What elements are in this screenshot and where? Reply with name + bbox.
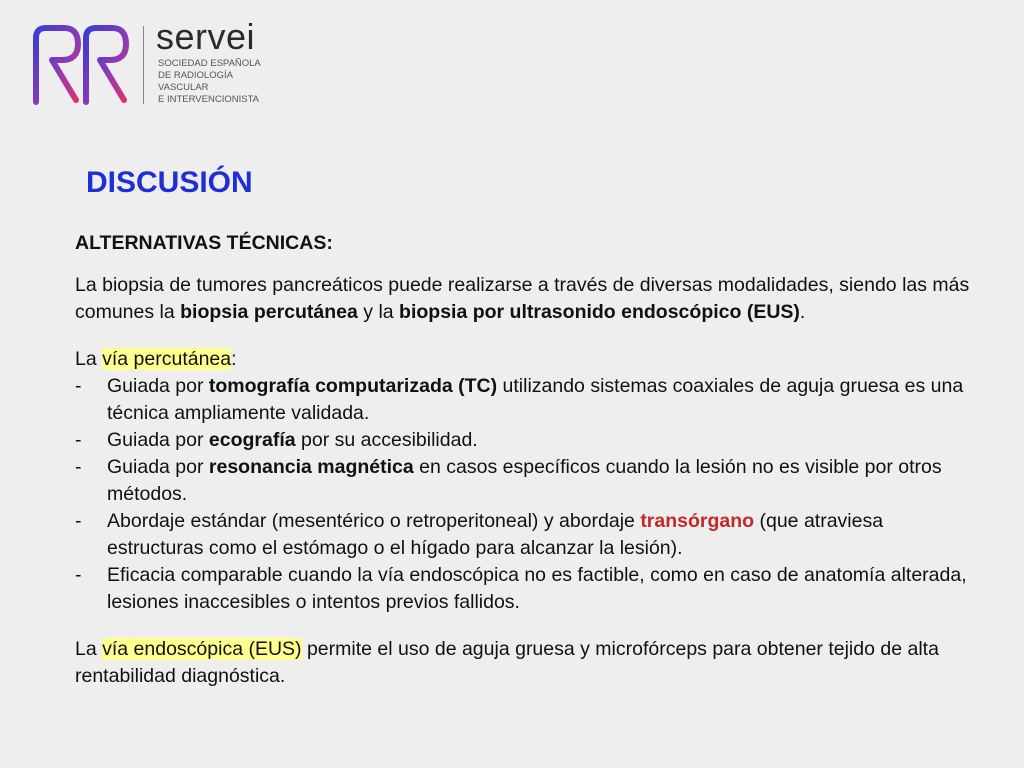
intro-bold-text: biopsia percutánea bbox=[180, 301, 358, 323]
logo-subtitle-line: VASCULAR bbox=[158, 82, 209, 93]
list-item-text: Guiada por bbox=[107, 375, 209, 397]
logo-divider bbox=[143, 26, 144, 104]
list-item-text: Guiada por bbox=[107, 429, 209, 451]
list-item-bold-text: resonancia magnética bbox=[208, 456, 414, 478]
slide-title: DISCUSIÓN bbox=[86, 166, 253, 199]
intro-text: . bbox=[799, 301, 806, 323]
intro-bold-text: biopsia por ultrasonido endoscópico (EUS) bbox=[399, 301, 800, 323]
dash-bullet: - bbox=[75, 564, 82, 586]
dash-bullet: - bbox=[75, 429, 82, 451]
dash-bullet: - bbox=[75, 456, 82, 478]
lead-text: La bbox=[75, 348, 103, 370]
servei-logo-mark-icon bbox=[30, 22, 130, 106]
dash-bullet: - bbox=[75, 510, 82, 532]
list-item-text: (que atraviesa estructuras como el estómago o el hígado para alcanzar la lesión). bbox=[107, 510, 884, 559]
highlighted-term: vía percutánea bbox=[102, 348, 232, 370]
list-item-bold-text: ecografía bbox=[208, 429, 296, 451]
list-item-bold-text: tomografía computarizada (TC) bbox=[208, 375, 498, 397]
list-item-text: en casos específicos cuando la lesión no es visible por otros métodos. bbox=[107, 456, 942, 505]
list-item bbox=[75, 508, 975, 562]
slide-content bbox=[75, 230, 975, 710]
intro-text: La biopsia de tumores pancreáticos puede realizarse a través de diversas modalidades, siendo las más comunes la bbox=[75, 274, 970, 323]
intro-paragraph bbox=[75, 272, 975, 326]
list-item-text: Abordaje estándar (mesentérico o retroperitoneal) y abordaje bbox=[107, 510, 641, 532]
section-title: ALTERNATIVAS TÉCNICAS: bbox=[75, 232, 333, 254]
logo-subtitle bbox=[158, 58, 261, 106]
logo-subtitle-line: DE RADIOLOGÍA bbox=[158, 70, 233, 81]
endoscopica-paragraph bbox=[75, 636, 975, 690]
list-item bbox=[75, 373, 975, 427]
servei-logo bbox=[30, 16, 290, 112]
logo-subtitle-line: E INTERVENCIONISTA bbox=[158, 94, 259, 105]
logo-wordmark: servei bbox=[156, 16, 256, 57]
list-item-text: Guiada por bbox=[107, 456, 209, 478]
list-item bbox=[75, 454, 975, 508]
dash-bullet: - bbox=[75, 375, 82, 397]
list-item-text: Eficacia comparable cuando la vía endoscópica no es factible, como en caso de anatomía alterada, lesiones inaccesibles o intentos previos fallidos. bbox=[107, 564, 967, 613]
intro-text: y la bbox=[357, 301, 400, 323]
logo-subtitle-line: SOCIEDAD ESPAÑOLA bbox=[158, 58, 261, 69]
list-item-text: utilizando sistemas coaxiales de aguja gruesa es una técnica ampliamente validada. bbox=[107, 375, 964, 424]
list-item-text: por su accesibilidad. bbox=[295, 429, 478, 451]
endoscopica-text: permite el uso de aguja gruesa y microfórceps para obtener tejido de alta rentabilidad diagnóstica. bbox=[75, 638, 939, 687]
highlighted-term: vía endoscópica (EUS) bbox=[102, 638, 302, 660]
lead-text: : bbox=[231, 348, 237, 370]
list-item bbox=[75, 427, 975, 454]
percutanea-lead bbox=[75, 346, 975, 373]
endoscopica-text: La bbox=[75, 638, 103, 660]
list-item bbox=[75, 562, 975, 616]
red-emphasis-text: transórgano bbox=[640, 510, 755, 532]
percutanea-list bbox=[75, 373, 975, 616]
